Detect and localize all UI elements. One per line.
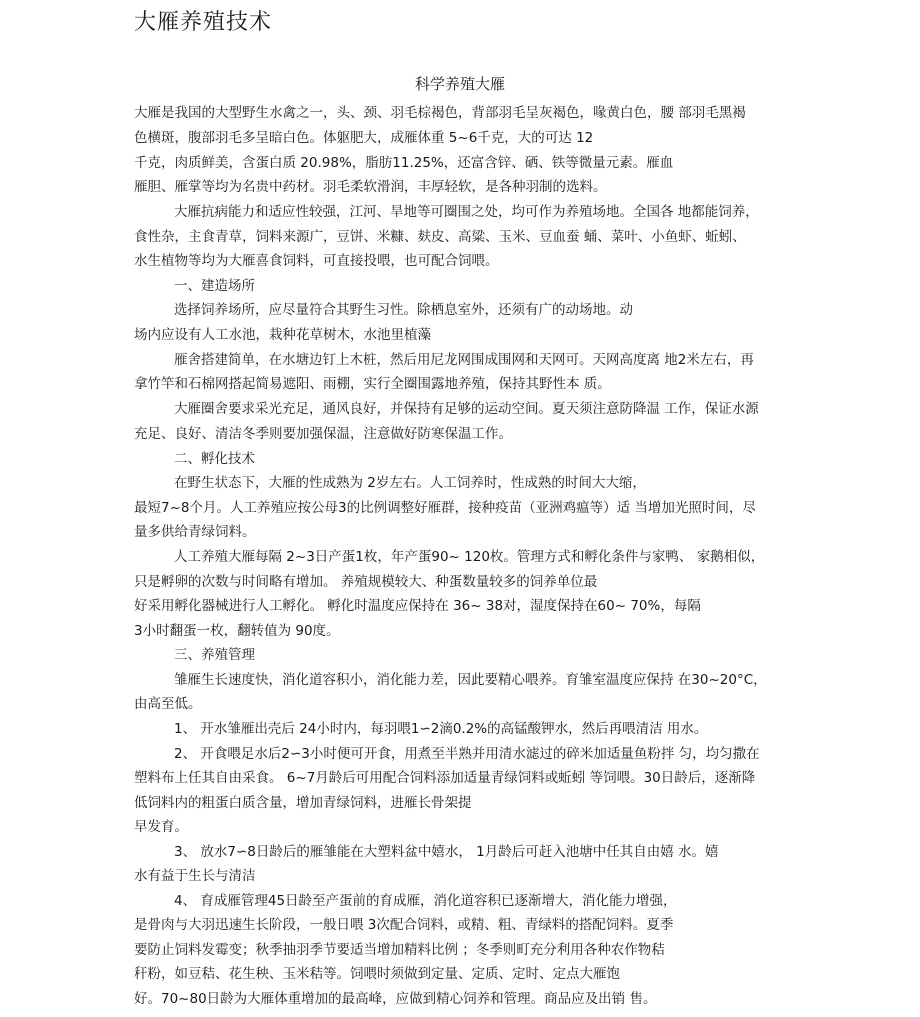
text-line: 雏雁生长速度快，消化道容积小，消化能力差，因此要精心喂养。育雏室温度应保持 在30~20°C， bbox=[174, 672, 767, 688]
section-heading: 三、养殖管理 bbox=[174, 647, 255, 663]
text-line: 3小时翻蛋一枚，翻转值为 90度。 bbox=[134, 623, 340, 639]
document-title: 大雁养殖技术 bbox=[134, 10, 273, 35]
text-line: 千克，肉质鲜美，含蛋白质 20.98%，脂肪11.25%，还富含锌、硒、铁等微量元素。雁血 bbox=[134, 155, 674, 171]
text-line: 选择饲养场所，应尽量符合其野生习性。除栖息室外，还须有广的动场地。动 bbox=[174, 302, 633, 318]
text-line: 早发育。 bbox=[134, 819, 188, 835]
text-line: 食性杂，主食青草，饲料来源广，豆饼、米糠、麸皮、高粱、玉米、豆血蚕 蛹、菜叶、小鱼虾、蚯蚓、 bbox=[134, 229, 746, 245]
text-line: 水生植物等均为大雁喜食饲料，可直接投喂，也可配合饲喂。 bbox=[134, 253, 499, 269]
text-line: 大雁圈舍要求采光充足，通风良好，并保持有足够的运动空间。夏天须注意防降温 工作，保证水源 bbox=[174, 401, 759, 417]
text-line: 塑料布上任其自由采食。 6~7月龄后可用配合饲料添加适量青绿饲料或蚯蚓 等饲喂。30日龄后，逐渐降 bbox=[134, 770, 756, 786]
text-line: 人工养殖大雁每隔 2~3日产蛋1枚，年产蛋90~ 120枚。管理方式和孵化条件与家鸭、 家鹅相似， bbox=[174, 549, 765, 565]
text-line: 最短7~8个月。人工养殖应按公母3的比例调整好雁群，接种疫苗（亚洲鸡瘟等）适 当增加光照时间，尽 bbox=[134, 500, 756, 516]
text-line: 由高至低。 bbox=[134, 696, 202, 712]
section-heading: 一、建造场所 bbox=[174, 278, 255, 294]
text-line: 只是孵卵的次数与时间略有增加。 养殖规模较大、种蛋数量较多的饲养单位最 bbox=[134, 574, 598, 590]
section-heading: 二、孵化技术 bbox=[174, 451, 255, 467]
text-line: 大雁抗病能力和适应性较强，江河、旱地等可圈围之处，均可作为养殖场地。全国各 地都能饲养， bbox=[174, 204, 759, 220]
text-line: 水有益于生长与清洁 bbox=[134, 868, 256, 884]
text-line: 在野生状态下，大雁的性成熟为 2岁左右。人工饲养时，性成熟的时间大大缩， bbox=[174, 475, 646, 491]
text-line: 充足、良好、清洁冬季则要加强保温，注意做好防寒保温工作。 bbox=[134, 426, 512, 442]
text-line: 量多供给青绿饲料。 bbox=[134, 524, 256, 540]
text-line: 是骨肉与大羽迅速生长阶段，一般日喂 3次配合饲料，或精、粗、青绿料的搭配饲料。夏季 bbox=[134, 917, 674, 933]
text-line: 1、 开水雏雁出壳后 24小时内，每羽喂1∽2滴0.2%的高锰酸钾水，然后再喂清洁 用水。 bbox=[174, 721, 708, 737]
text-line: 低饲料内的粗蛋白质含量，增加青绿饲料，进雁长骨架提 bbox=[134, 795, 472, 811]
text-line: 雁舍搭建简单，在水塘边钉上木桩，然后用尼龙网围成围网和天网可。天网高度离 地2米左右，再 bbox=[174, 352, 754, 368]
text-line: 色横斑，腹部羽毛多呈暗白色。体躯肥大，成雁体重 5~6千克，大的可达 12 bbox=[134, 130, 594, 146]
text-line: 场内应设有人工水池，栽种花草树木，水池里植藻 bbox=[134, 327, 431, 343]
text-line: 雁胆、雁掌等均为名贵中药材。羽毛柔软滑润，丰厚轻软，是各种羽制的选料。 bbox=[134, 179, 607, 195]
text-line: 要防止饲料发霉变；秋季抽羽季节要适当增加精料比例 ；冬季则町充分利用各种农作物秸 bbox=[134, 942, 665, 958]
text-line: 3、 放水7∽8日龄后的雁雏能在大塑料盆中嬉水， 1月龄后可赶入池塘中任其自由嬉 水。嬉 bbox=[174, 844, 719, 860]
text-line: 秆粉，如豆秸、花生秧、玉米秸等。饲喂时须做到定量、定质、定时、定点大雁饱 bbox=[134, 966, 620, 982]
document-subtitle: 科学养殖大雁 bbox=[414, 75, 505, 93]
text-line: 好采用孵化器械进行人工孵化。 孵化时温度应保持在 36~ 38对，湿度保持在60~ 70%，每隔 bbox=[134, 598, 701, 614]
text-line: 好。70~80日龄为大雁体重增加的最高峰，应做到精心饲养和管理。商品应及出销 售。 bbox=[134, 991, 657, 1007]
text-line: 2、 开食喂足水后2∽3小时便可开食，用煮至半熟并用清水滤过的碎米加适量鱼粉拌 匀，均匀撒在 bbox=[174, 746, 760, 762]
text-line: 拿竹竿和石棉网搭起简易遮阳、雨棚，实行全圈围露地养殖，保持其野性本 质。 bbox=[134, 376, 611, 392]
text-line: 大雁是我国的大型野生水禽之一，头、颈、羽毛棕褐色，背部羽毛呈灰褐色，喙黄白色，腰 部羽毛黑褐 bbox=[134, 105, 746, 121]
text-line: 4、 育成雁管理45日龄至产蛋前的育成雁，消化道容积已逐渐增大，消化能力增强， bbox=[174, 893, 677, 909]
